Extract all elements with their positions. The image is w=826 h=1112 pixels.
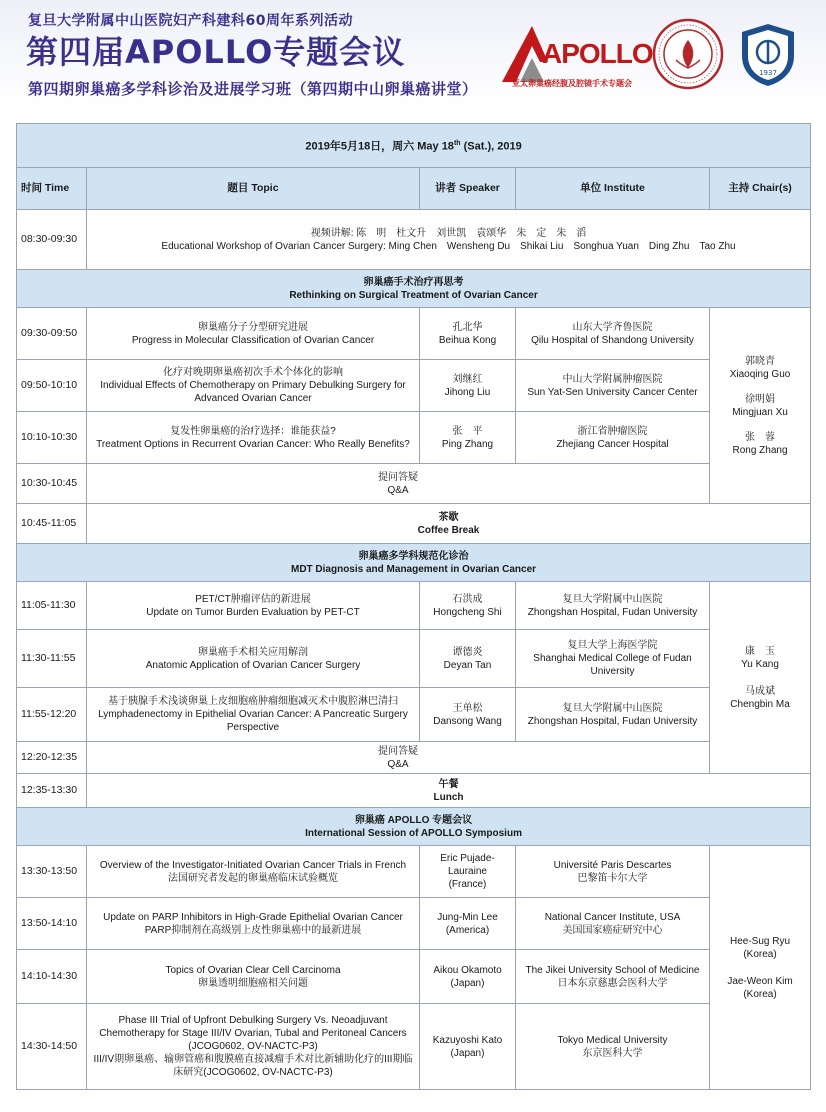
table-row: 14:30-14:50 Phase III Trial of Upfront Debulking Surgery Vs. Neoadjuvant Chemotherapy for Stage III/IV Ovarian, Tubal and Peritoneal Cancers (JCOG0602, OV-NACTC-P3) III/IV期卵巢癌、输卵管癌和腹膜癌直接减瘤手术对比新辅助化疗的III期临床研究(JCOG0602, OV-NACTC-P3) Kazuyoshi Kato (Japan) Tokyo Medical University 东京医科大学 xyxy=(17,1004,811,1090)
col-chair: 主持 Chair(s) xyxy=(710,168,811,210)
date-row xyxy=(17,124,811,168)
chairs-cell: 康 玉 Yu Kang 马成斌 Chengbin Ma xyxy=(710,582,811,774)
col-speaker: 讲者 Speaker xyxy=(420,168,516,210)
chairs-cell: Hee-Sug Ryu (Korea) Jae-Weon Kim (Korea) xyxy=(710,846,811,1090)
apollo-logo-text: APOLLO xyxy=(542,38,653,69)
table-row: 13:50-14:10 Update on PARP Inhibitors in High-Grade Epithelial Ovarian Cancer PARP抑制剂在高级别上皮性卵巢癌中的最新进展 Jung-Min Lee (America) National Cancer Institute, USA 美国国家癌症研究中心 xyxy=(17,898,811,950)
page-title: 第四届APOLLO专题会议 xyxy=(26,33,406,71)
apollo-logo-caption: 亚太卵巢癌经腹及腔镜手术专题会 xyxy=(512,79,632,88)
workshop-row: 08:30-09:30 视频讲解: 陈 明 杜文升 刘世凯 袁颂华 朱 定 朱 滔 Educational Workshop of Ovarian Cancer Surgery: Ming Chen Wensheng Du Shikai Liu Songhua Yuan Ding Zhu Tao Zhu xyxy=(17,210,811,270)
col-institute: 单位 Institute xyxy=(516,168,710,210)
col-time: 时间 Time xyxy=(17,168,87,210)
table-row: 11:05-11:30 PET/CT肿瘤评估的新进展 Update on Tumor Burden Evaluation by PET-CT 石洪成 Hongcheng Shi 复旦大学附属中山医院 Zhongshan Hospital, Fudan University 康 玉 Yu Kang 马成斌 Chengbin Ma xyxy=(17,582,811,630)
hospital-seal-icon xyxy=(652,18,724,90)
workshop-cn: 视频讲解: 陈 明 杜文升 刘世凯 袁颂华 朱 定 朱 滔 xyxy=(310,227,587,239)
table-row: 11:30-11:55 卵巢癌手术相关应用解剖 Anatomic Application of Ovarian Cancer Surgery 谭德炎 Deyan Tan 复旦大学上海医学院 Shanghai Medical College of Fudan University xyxy=(17,630,811,688)
super-title: 复旦大学附属中山医院妇产科建科60周年系列活动 xyxy=(28,13,353,29)
schedule-table xyxy=(16,123,811,1090)
col-topic: 题目 Topic xyxy=(87,168,420,210)
qa-row: 10:30-10:45 提问答疑 Q&A xyxy=(17,464,811,504)
university-shield-icon xyxy=(738,22,798,88)
workshop-en: Educational Workshop of Ovarian Cancer Surgery: Ming Chen Wensheng Du Shikai Liu Songhua Yuan Ding Zhu Tao Zhu xyxy=(161,240,736,252)
table-row: 14:10-14:30 Topics of Ovarian Clear Cell Carcinoma 卵巢透明细胞癌相关问题 Aikou Okamoto (Japan) The Jikei University School of Medicine 日本东京慈惠会医科大学 xyxy=(17,950,811,1004)
chairs-cell: 郭晓青 Xiaoqing Guo 徐明娟 Mingjuan Xu 张 蓉 Rong Zhang xyxy=(710,308,811,504)
coffee-break-row: 10:45-11:05 茶歇 Coffee Break xyxy=(17,504,811,544)
shield-year: 1937 xyxy=(759,69,777,77)
header-banner xyxy=(0,0,826,108)
section-header: 卵巢癌多学科规范化诊治 MDT Diagnosis and Management in Ovarian Cancer xyxy=(17,544,811,582)
section-header: 卵巢癌 APOLLO 专题会议 International Session of APOLLO Symposium xyxy=(17,808,811,846)
table-row: 09:30-09:50 卵巢癌分子分型研究进展 Progress in Molecular Classification of Ovarian Cancer 孔北华 Beihua Kong 山东大学齐鲁医院 Qilu Hospital of Shandong University 郭晓青 Xiaoqing Guo 徐明娟 Mingjuan Xu 张 蓉 Rong Zhang xyxy=(17,308,811,360)
qa-row: 12:20-12:35 提问答疑 Q&A xyxy=(17,742,811,774)
lunch-row: 12:35-13:30 午餐 Lunch xyxy=(17,774,811,808)
table-row: 13:30-13:50 Overview of the Investigator-Initiated Ovarian Cancer Trials in French 法国研究者发起的卵巢癌临床试验概览 Eric Pujade-Lauraine (France) Université Paris Descartes 巴黎笛卡尔大学 Hee-Sug Ryu (Korea) Jae-Weon Kim (Korea) xyxy=(17,846,811,898)
date-line: 2019年5月18日，周六 May 18th (Sat.), 2019 xyxy=(17,124,811,168)
table-row: 11:55-12:20 基于胰腺手术浅谈卵巢上皮细胞癌肿瘤细胞减灭术中腹腔淋巴清扫 Lymphadenectomy in Epithelial Ovarian Cancer: A Pancreatic Surgery Perspective 王单松 Dansong Wang 复旦大学附属中山医院 Zhongshan Hospital, Fudan University xyxy=(17,688,811,742)
sub-title: 第四期卵巢癌多学科诊治及进展学习班（第四期中山卵巢癌讲堂） xyxy=(28,80,478,98)
section-header: 卵巢癌手术治疗再思考 Rethinking on Surgical Treatment of Ovarian Cancer xyxy=(17,270,811,308)
table-row: 10:10-10:30 复发性卵巢癌的治疗选择：谁能获益? Treatment Options in Recurrent Ovarian Cancer: Who Really Benefits? 张 平 Ping Zhang 浙江省肿瘤医院 Zhejiang Cancer Hospital xyxy=(17,412,811,464)
table-row: 09:50-10:10 化疗对晚期卵巢癌初次手术个体化的影响 Individual Effects of Chemotherapy on Primary Debulking Surgery for Advanced Ovarian Cancer 刘继红 Jihong Liu 中山大学附属肿瘤医院 Sun Yat-Sen University Cancer Center xyxy=(17,360,811,412)
column-header-row xyxy=(17,168,811,210)
